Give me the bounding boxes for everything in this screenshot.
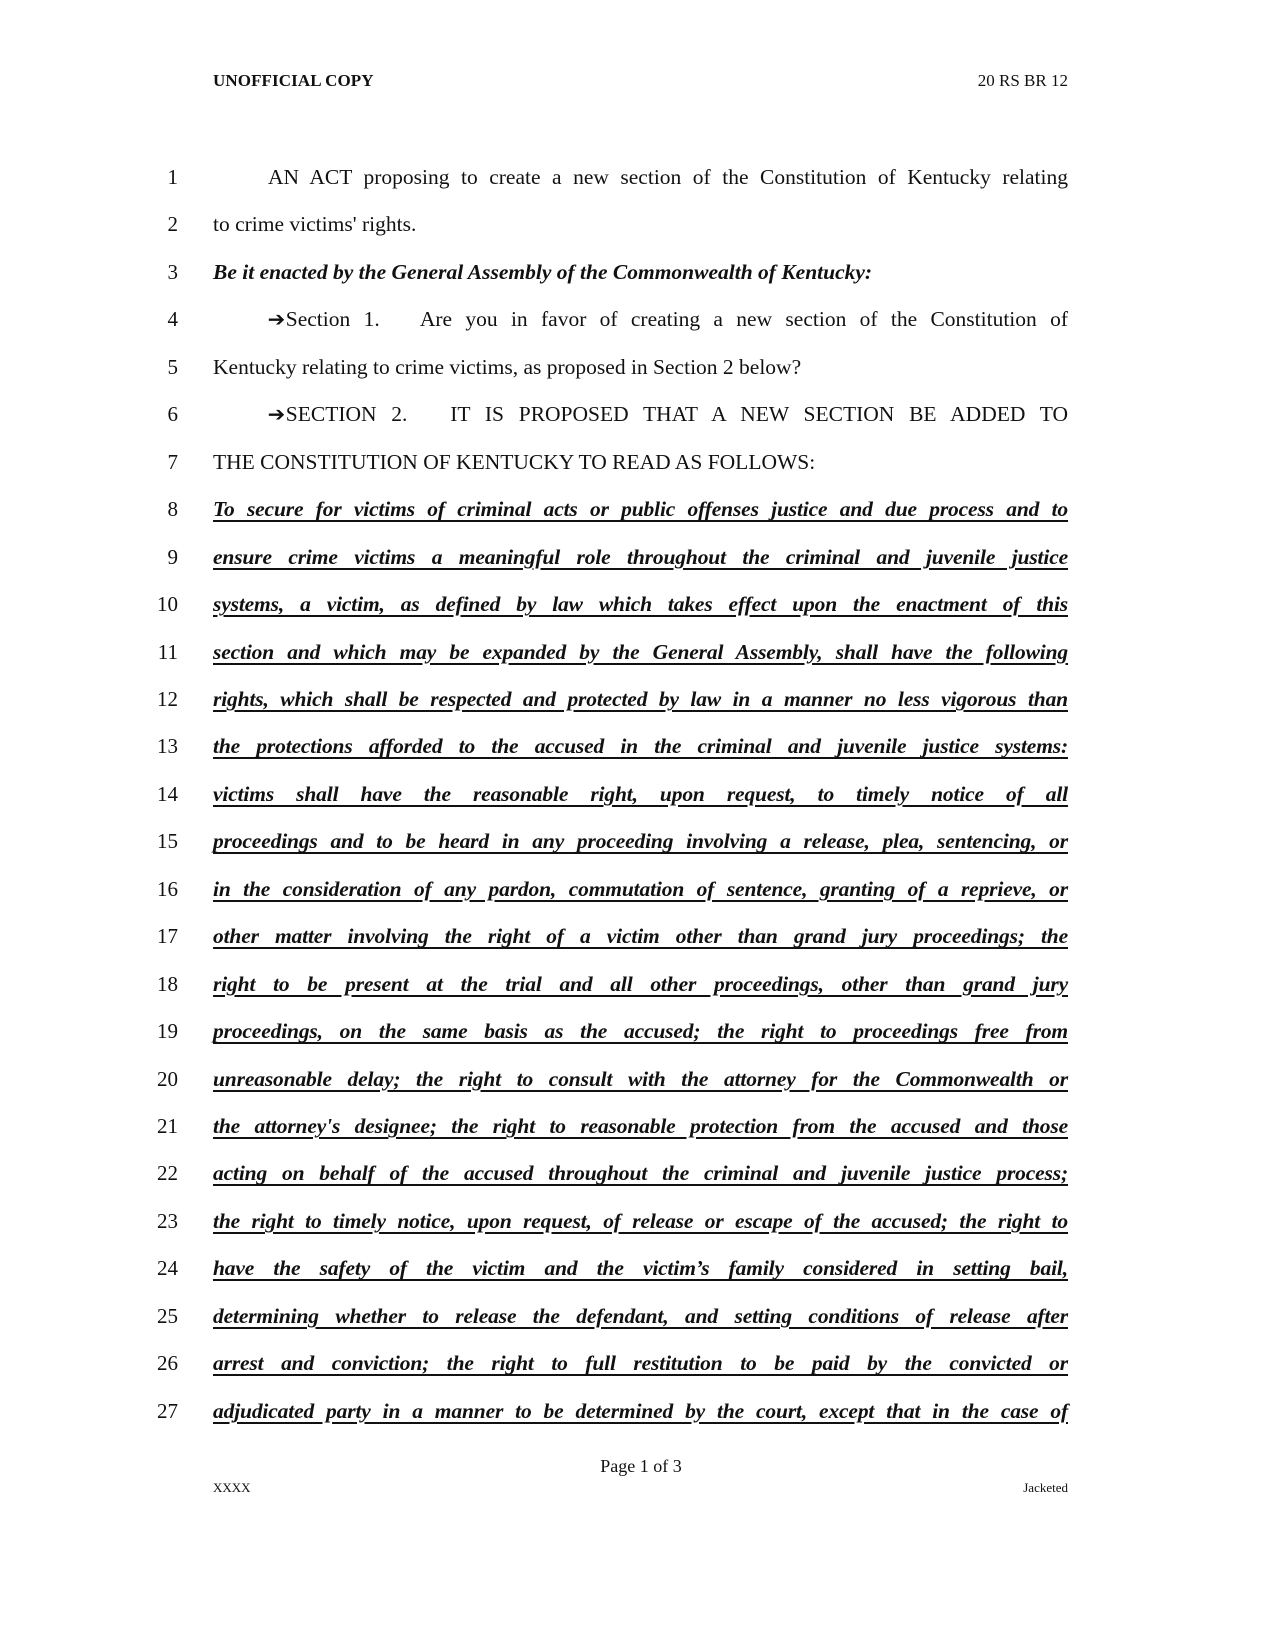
line-number: 13 bbox=[157, 734, 178, 759]
line-number: 21 bbox=[157, 1114, 178, 1138]
line-number: 1 bbox=[167, 165, 178, 189]
new-material-line: ensure crime victims a meaningful role throughout the criminal and juvenile justice bbox=[213, 544, 1068, 569]
section-2-heading-line bbox=[213, 397, 1068, 431]
numbered-line bbox=[0, 1204, 1265, 1251]
numbered-line bbox=[0, 967, 1265, 1014]
new-material-line: proceedings, on the same basis as the accused; the right to proceedings free from bbox=[213, 1019, 1068, 1044]
numbered-line bbox=[0, 919, 1265, 966]
numbered-line bbox=[0, 1062, 1265, 1109]
enacting-clause: Be it enacted by the General Assembly of the Commonwealth of Kentucky: bbox=[213, 259, 873, 284]
new-material-line: determining whether to release the defendant, and setting conditions of release after bbox=[213, 1303, 1068, 1328]
line-number: 15 bbox=[157, 829, 178, 854]
section-text: Are you in favor of creating a new section of the Constitution of bbox=[419, 307, 1068, 332]
new-material-line: acting on behalf of the accused throughout the criminal and juvenile justice process; bbox=[213, 1161, 1068, 1186]
act-title-line: to crime victims' rights. bbox=[213, 212, 417, 237]
numbered-line bbox=[0, 1299, 1265, 1346]
section-1-heading-line bbox=[213, 302, 1068, 336]
line-number: 27 bbox=[157, 1398, 178, 1423]
numbered-line bbox=[0, 587, 1265, 634]
section-text: THE CONSTITUTION OF KENTUCKY TO READ AS FOLLOWS: bbox=[213, 449, 816, 474]
new-material-line: right to be present at the trial and all other proceedings, other than grand jury bbox=[213, 971, 1068, 996]
numbered-line bbox=[0, 1251, 1265, 1298]
numbered-line bbox=[0, 207, 1265, 254]
arrow-right-icon: ➔ bbox=[267, 307, 286, 332]
numbered-line bbox=[0, 777, 1265, 824]
new-material-line: other matter involving the right of a victim other than grand jury proceedings; the bbox=[213, 924, 1068, 949]
line-number: 16 bbox=[157, 876, 178, 901]
numbered-line bbox=[0, 872, 1265, 919]
line-number: 23 bbox=[157, 1208, 178, 1233]
new-material-line: have the safety of the victim and the victim’s family considered in setting bail, bbox=[213, 1256, 1068, 1281]
arrow-right-icon: ➔ bbox=[267, 402, 286, 427]
numbered-line bbox=[0, 1156, 1265, 1203]
new-material-line: To secure for victims of criminal acts or public offenses justice and due process and to bbox=[213, 497, 1068, 522]
numbered-line bbox=[0, 445, 1265, 492]
line-number: 5 bbox=[167, 354, 178, 379]
new-material-line: rights, which shall be respected and protected by law in a manner no less vigorous than bbox=[213, 686, 1068, 711]
line-number: 25 bbox=[157, 1303, 178, 1328]
footer-left-code: XXXX bbox=[213, 1480, 251, 1495]
line-number: 18 bbox=[157, 971, 178, 996]
numbered-line bbox=[0, 824, 1265, 871]
new-material-line: section and which may be expanded by the General Assembly, shall have the following bbox=[213, 639, 1068, 664]
section-text: Kentucky relating to crime victims, as proposed in Section 2 below? bbox=[213, 354, 802, 379]
new-material-line: the right to timely notice, upon request, of release or escape of the accused; the right to bbox=[213, 1208, 1068, 1233]
numbered-line bbox=[0, 255, 1265, 302]
numbered-line bbox=[0, 1394, 1265, 1441]
footer-status: Jacketed bbox=[1023, 1480, 1068, 1495]
numbered-line bbox=[0, 350, 1265, 397]
new-material-line: arrest and conviction; the right to full restitution to be paid by the convicted or bbox=[213, 1351, 1068, 1376]
line-number: 10 bbox=[157, 592, 178, 617]
section-label: SECTION 2. bbox=[285, 402, 408, 427]
numbered-line bbox=[0, 729, 1265, 776]
numbered-line bbox=[0, 492, 1265, 539]
line-number: 26 bbox=[157, 1351, 178, 1376]
page-number: Page 1 of 3 bbox=[600, 1456, 682, 1476]
section-text: IT IS PROPOSED THAT A NEW SECTION BE ADDED TO bbox=[450, 402, 1069, 427]
numbered-line bbox=[0, 302, 1265, 349]
line-number: 2 bbox=[167, 212, 178, 237]
new-material-line: adjudicated party in a manner to be determined by the court, except that in the case of bbox=[213, 1398, 1068, 1423]
line-number: 7 bbox=[167, 449, 178, 474]
line-number: 3 bbox=[167, 259, 178, 284]
act-title-line: AN ACT proposing to create a new section of the Constitution of Kentucky relating bbox=[268, 165, 1068, 189]
new-material-line: the protections afforded to the accused in the criminal and juvenile justice systems: bbox=[213, 734, 1068, 759]
numbered-line bbox=[0, 160, 1265, 207]
line-number: 11 bbox=[157, 639, 178, 664]
line-number: 24 bbox=[157, 1256, 178, 1281]
bill-request-number: 20 RS BR 12 bbox=[977, 71, 1068, 90]
new-material-line: victims shall have the reasonable right, upon request, to timely notice of all bbox=[213, 781, 1068, 806]
new-material-line: systems, a victim, as defined by law which takes effect upon the enactment of this bbox=[213, 592, 1068, 617]
line-number: 6 bbox=[167, 402, 178, 427]
line-number: 19 bbox=[157, 1019, 178, 1044]
line-number: 14 bbox=[157, 781, 178, 806]
numbered-line bbox=[0, 1014, 1265, 1061]
section-label: Section 1. bbox=[285, 307, 380, 332]
line-number: 9 bbox=[167, 544, 178, 569]
numbered-line bbox=[0, 1346, 1265, 1393]
new-material-line: unreasonable delay; the right to consult with the attorney for the Commonwealth or bbox=[213, 1066, 1068, 1091]
document-status-label: UNOFFICIAL COPY bbox=[213, 71, 374, 90]
line-number: 8 bbox=[167, 497, 178, 522]
numbered-line bbox=[0, 397, 1265, 444]
new-material-line: proceedings and to be heard in any proceeding involving a release, plea, sentencing, or bbox=[213, 829, 1068, 854]
line-number: 17 bbox=[157, 924, 178, 949]
numbered-line bbox=[0, 635, 1265, 682]
page-header bbox=[213, 71, 1068, 95]
numbered-line bbox=[0, 1109, 1265, 1156]
line-number: 12 bbox=[157, 686, 178, 711]
line-number: 20 bbox=[157, 1066, 178, 1091]
numbered-line bbox=[0, 682, 1265, 729]
numbered-line bbox=[0, 540, 1265, 587]
line-number: 22 bbox=[157, 1161, 178, 1186]
line-number: 4 bbox=[167, 307, 178, 332]
new-material-line: in the consideration of any pardon, commutation of sentence, granting of a reprieve, or bbox=[213, 876, 1068, 901]
new-material-line: the attorney's designee; the right to reasonable protection from the accused and those bbox=[213, 1114, 1068, 1138]
